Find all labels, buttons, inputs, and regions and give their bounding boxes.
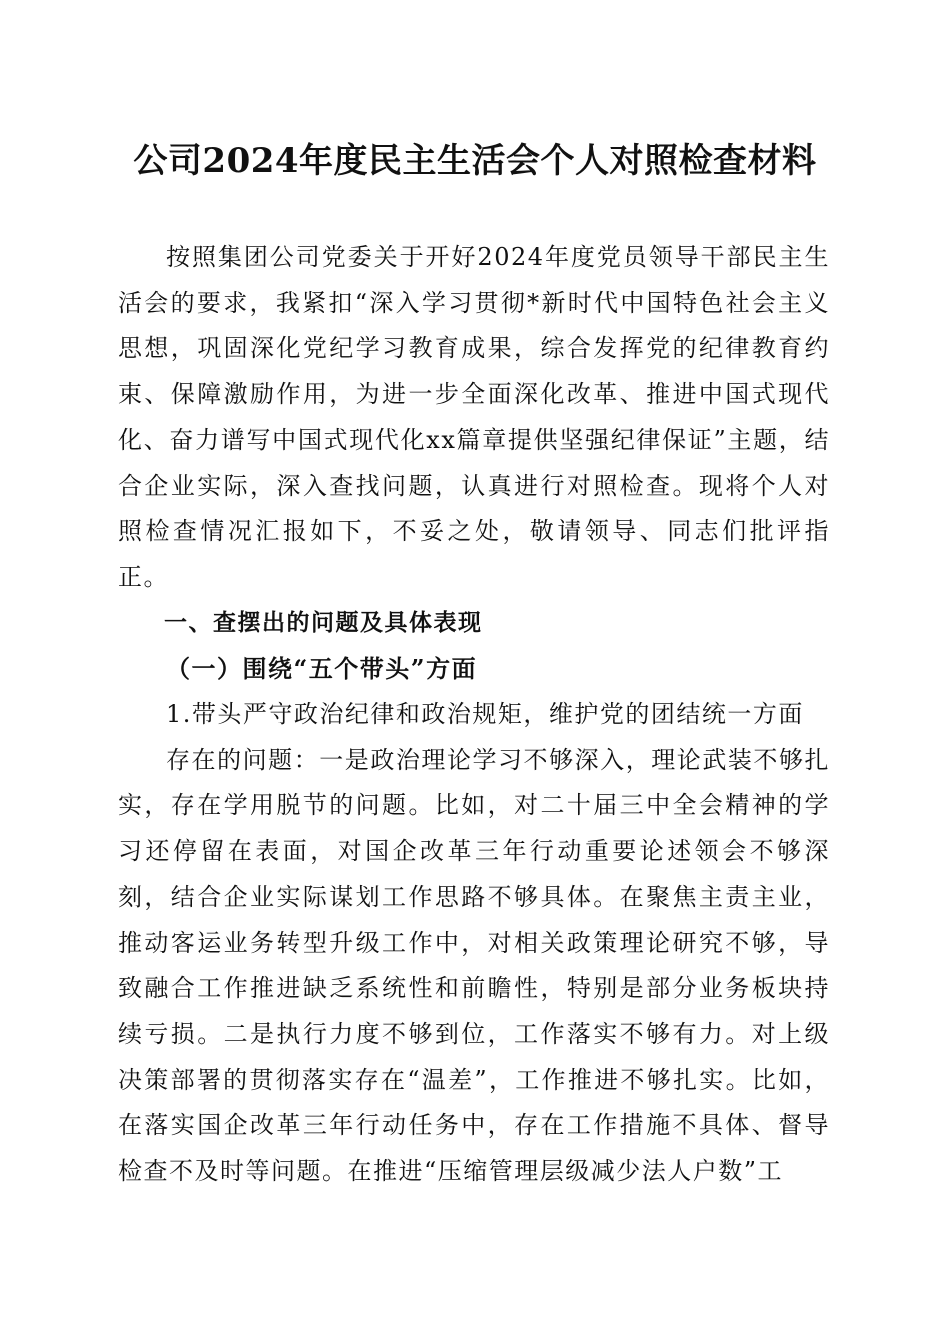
document-title: 公司2024年度民主生活会个人对照检查材料: [133, 141, 817, 181]
subsection-heading: （一）围绕“五个带头”方面: [166, 654, 478, 684]
document-body: [118, 235, 830, 1195]
item-heading: 1.带头严守政治纪律和政治规矩，维护党的团结统一方面: [166, 700, 804, 729]
section-heading: 一、查摆出的问题及具体表现: [164, 609, 483, 636]
intro-paragraph: 按照集团公司党委关于开好2024年度党员领导干部民主生活会的要求，我紧扣“深入学习贯彻*新时代中国特色社会主义思想，巩固深化党纪学习教育成果，综合发挥党的纪律教育约束、保障激励作用，为进一步全面深化改革、推进中国式现代化、奋力谱写中国式现代化xx篇章提供坚强纪律保证”主题，结合企业实际，深入查找问题，认真进行对照检查。现将个人对照检查情况汇报如下，不妥之处，敬请领导、同志们批评指正。: [118, 243, 830, 591]
item-body-paragraph: 存在的问题：一是政治理论学习不够深入，理论武装不够扎实，存在学用脱节的问题。比如，对二十届三中全会精神的学习还停留在表面，对国企改革三年行动重要论述领会不够深刻，结合企业实际谋划工作思路不够具体。在聚焦主责主业，推动客运业务转型升级工作中，对相关政策理论研究不够，导致融合工作推进缺乏系统性和前瞻性，特别是部分业务板块持续亏损。二是执行力度不够到位，工作落实不够有力。对上级决策部署的贯彻落实存在“温差”，工作推进不够扎实。比如，在落实国企改革三年行动任务中，存在工作措施不具体、督导检查不及时等问题。在推进“压缩管理层级减少法人户数”工: [118, 745, 830, 1186]
